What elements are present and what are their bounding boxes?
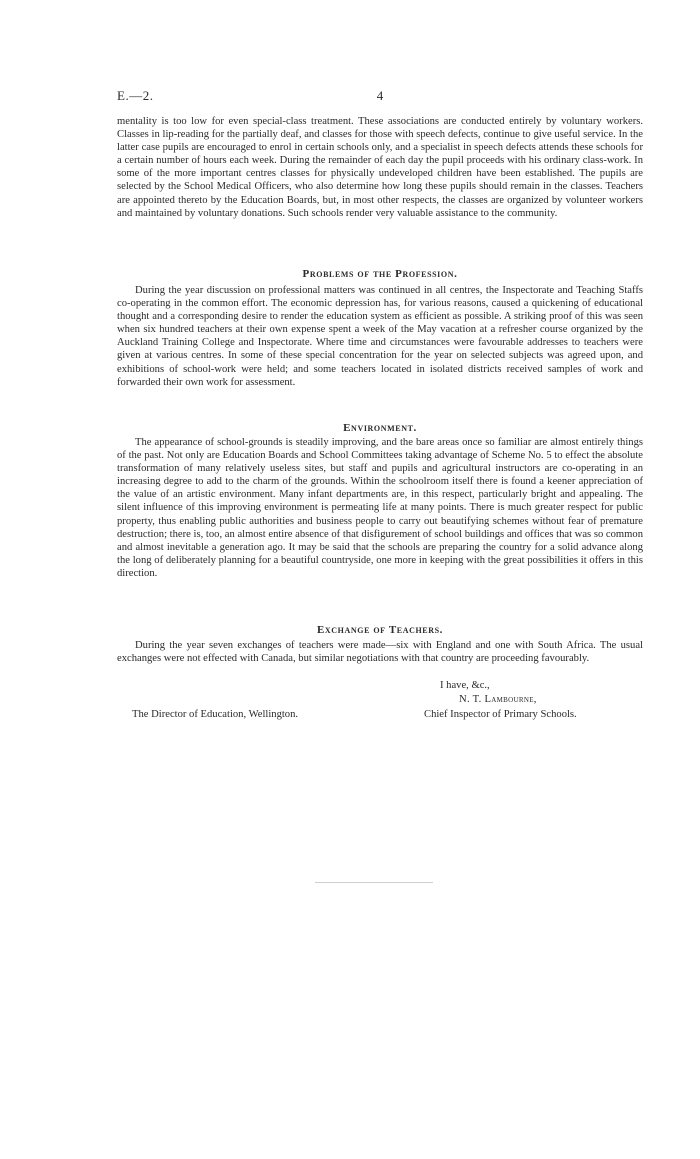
profession-paragraph: During the year discussion on professional matters was continued in all centres, the Inspectorate and Teaching Staffs co-operating in the common effort. The economic depression has, for various reasons, caused a quickening of educational thought and a corresponding desire to render the education system as efficient as possible. A striking proof of this was seen when six hundred teachers at their own expense spent a week of the May vacation at a refresher course organized by the Auckland Training College and Inspectorate. Where time and circumstances were favourable addresses to teachers were given at various centres. In some of these special concentration for the year on selected subjects was agreed upon, and exhibitions of school-work were held; and some teachers located in isolated districts received samples of work and forwarded their own work for assessment.	[117, 285, 643, 388]
exchange-paragraph: During the year seven exchanges of teachers were made—six with England and one with South Africa. The usual exchanges were not effected with Canada, but similar negotiations with that country are proceeding favourably.	[117, 640, 643, 665]
section-heading-environment: Environment.	[343, 422, 417, 434]
page-number: 4	[376, 88, 384, 103]
intro-paragraph: mentality is too low for even special-class treatment. These associations are conducted entirely by voluntary workers. Classes in lip-reading for the partially deaf, and classes for those with speech defects, continue to give useful service. In the latter case pupils are encouraged to enrol in certain schools only, and a specialist in speech defects attends these schools for a certain number of hours each week. During the remainder of each day the pupil proceeds with his ordinary class-work. In some of the more important centres classes for physically undeveloped children have been established. The pupils are selected by the School Medical Officers, who also determine how long these pupils should remain in the classes. Teachers are appointed thereto by the Education Boards, but, in most other respects, the classes are organized by volunteer workers and maintained by voluntary donations. Such schools render very valuable assistance to the community.	[117, 116, 643, 219]
signature-title: Chief Inspector of Primary Schools.	[424, 709, 577, 720]
environment-paragraph: The appearance of school-grounds is steadily improving, and the bare areas once so familiar are almost entirely things of the past. Not only are Education Boards and School Committees taking advantage of Scheme No. 5 to effect the absolute transformation of many relatively useless sites, but staff and pupils and agricultural instructors are co-operating in an increasing degree to add to the charm of the grounds. Within the schoolroom itself there is found a keener appreciation of the value of an artistic environment. Many infant departments are, in this respect, particularly bright and appealing. The silent influence of this improving environment is permeating life at many points. There is much greater respect for public property, thus enabling public authorities and business people to carry out beautifying schemes without fear of premature destruction; there is, too, an almost entire absence of that disfigurement of school buildings and offices that was so common and almost inevitable a generation ago. It may be said that the schools are preparing the country for a solid advance along the long of deliberately planning for a beautiful countryside, one more in keeping with the great possibilities it offers in this direction.	[117, 437, 643, 579]
document-code: E.—2.	[117, 88, 154, 103]
addressee: The Director of Education, Wellington.	[132, 709, 299, 720]
signature-name: N. T. Lambourne,	[459, 694, 537, 705]
signature-closing: I have, &c.,	[440, 680, 490, 691]
section-heading-profession: Problems of the Profession.	[302, 268, 458, 280]
section-heading-exchange: Exchange of Teachers.	[316, 624, 443, 636]
page-header	[117, 88, 643, 108]
footer-rule	[315, 882, 433, 883]
